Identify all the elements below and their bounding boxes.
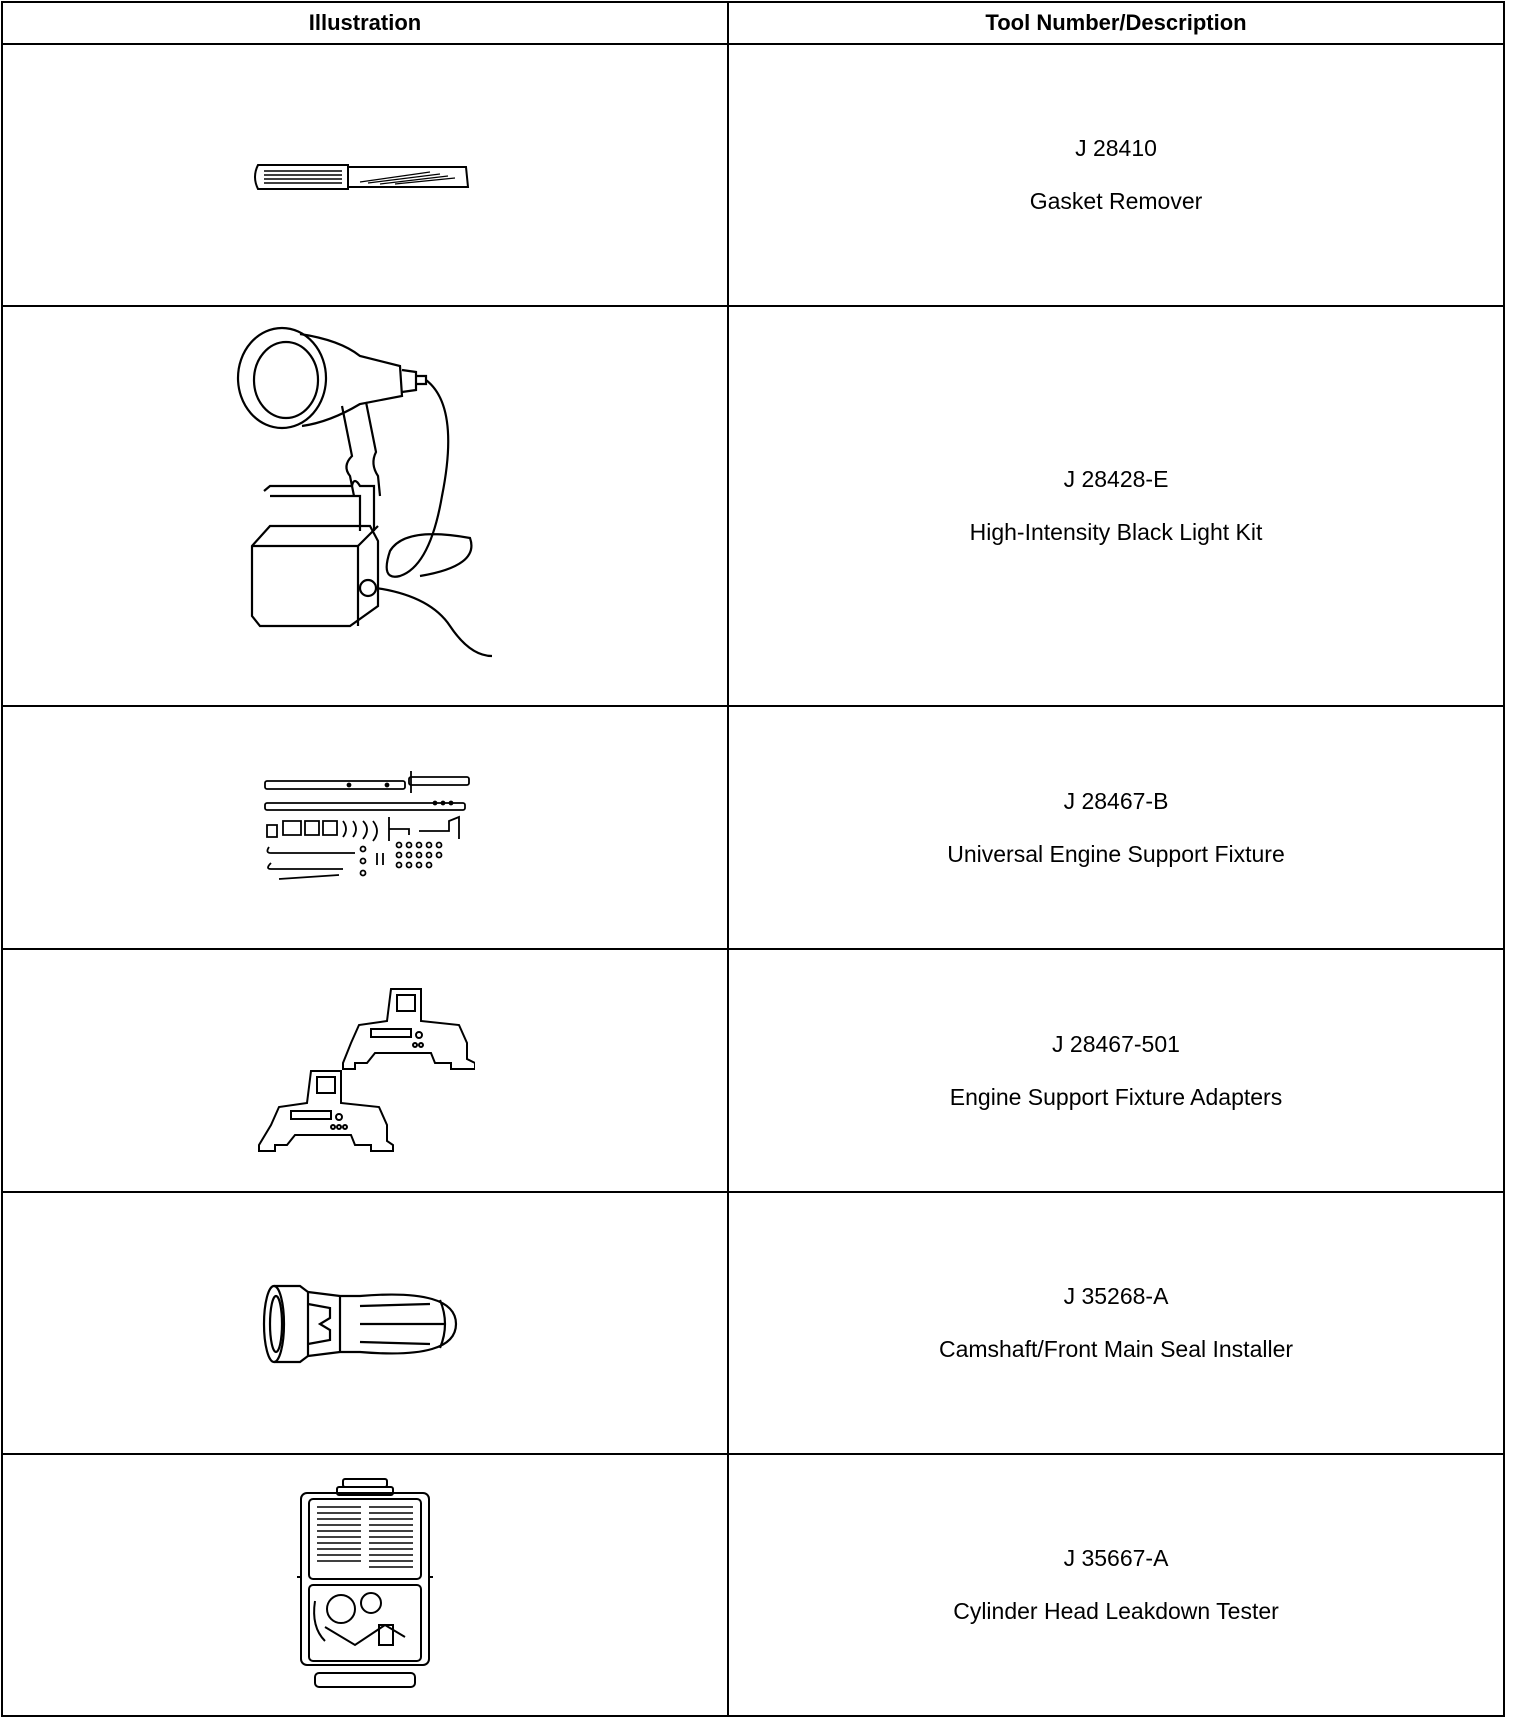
tool-number: J 35667-A <box>1063 1545 1169 1571</box>
gasket-remover-icon <box>250 155 480 195</box>
illustration-header: Illustration <box>2 2 728 44</box>
tool-number: J 28410 <box>1075 135 1157 161</box>
table-row <box>2 949 1504 1192</box>
illustration-cell <box>2 706 728 949</box>
illustration-cell <box>2 306 728 706</box>
tool-description: Gasket Remover <box>1029 188 1203 214</box>
tool-cell <box>728 949 1504 1192</box>
seal-installer-icon <box>260 1278 470 1368</box>
tool-cell <box>728 706 1504 949</box>
fixture-adapters-icon <box>255 983 475 1159</box>
engine-support-fixture-icon <box>259 769 471 887</box>
tool-description: High-Intensity Black Light Kit <box>969 519 1263 545</box>
table-row <box>2 1192 1504 1454</box>
tool-cell <box>728 1192 1504 1454</box>
tool-number: J 28467-B <box>1063 787 1169 814</box>
table-row <box>2 706 1504 949</box>
leakdown-tester-icon <box>295 1477 435 1693</box>
special-tools-table <box>1 1 1505 1717</box>
illustration-cell <box>2 44 728 306</box>
table-row <box>2 1454 1504 1716</box>
tool-description: Engine Support Fixture Adapters <box>949 1083 1283 1110</box>
tool-number: J 28428-E <box>1063 466 1169 492</box>
table-row <box>2 44 1504 306</box>
illustration-cell <box>2 1454 728 1716</box>
tool-cell <box>728 1454 1504 1716</box>
illustration-cell <box>2 1192 728 1454</box>
tool-cell <box>728 306 1504 706</box>
tool-header: Tool Number/Description <box>728 2 1504 44</box>
table-row <box>2 306 1504 706</box>
tool-cell <box>728 44 1504 306</box>
header-row <box>2 2 1504 44</box>
tool-number: J 35268-A <box>1063 1283 1169 1309</box>
black-light-kit-icon <box>230 326 500 686</box>
tool-description: Universal Engine Support Fixture <box>947 840 1285 867</box>
tool-description: Camshaft/Front Main Seal Installer <box>938 1336 1294 1362</box>
tool-number: J 28467-501 <box>1052 1030 1180 1057</box>
tool-description: Cylinder Head Leakdown Tester <box>953 1598 1279 1624</box>
illustration-cell <box>2 949 728 1192</box>
